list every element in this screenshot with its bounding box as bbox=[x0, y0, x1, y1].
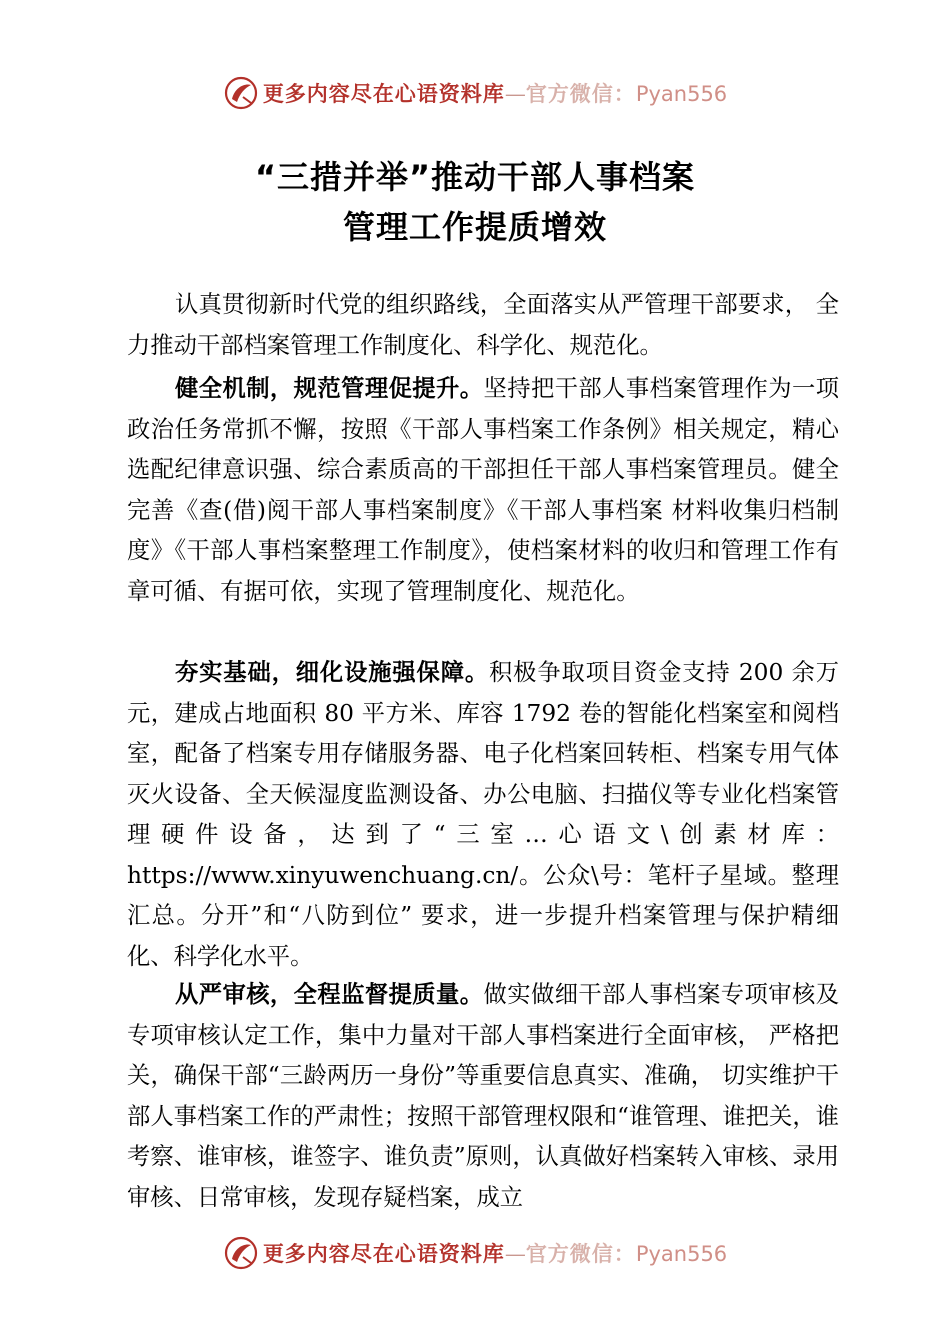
paragraph-text: 认真贯彻新时代党的组织路线，全面落实从严管理干部要求， 全力推动干部档案管理工作制度化、科学化、规范化。 bbox=[127, 291, 839, 359]
paragraph-intro bbox=[127, 285, 839, 366]
paragraph-heading: 健全机制，规范管理促提升。 bbox=[175, 375, 484, 402]
banner-separator: — bbox=[504, 82, 526, 106]
footer-watermark-banner bbox=[0, 1233, 950, 1273]
banner-separator: — bbox=[504, 1242, 526, 1266]
banner-label: 更多内容尽在心语资料库 bbox=[262, 81, 505, 106]
header-watermark-banner bbox=[0, 73, 950, 113]
banner-wechat-id: Pyan556 bbox=[635, 1242, 728, 1266]
paragraph-review bbox=[127, 975, 839, 1218]
paragraph-text: 做实做细干部人事档案专项审核及专项审核认定工作，集中力量对干部人事档案进行全面审核， 严格把关，确保干部“三龄两历一身份”等重要信息真实、准确， 切实维护干部人事档案工作的严肃性；按照干部管理权限和“谁管理、谁把关，谁考察、谁审核，谁签字、谁负责”原则，认真做好档案转入审核、录用审核、日常审核，发现存疑档案，成立 bbox=[127, 981, 840, 1211]
paragraph-text: 坚持把干部人事档案管理作为一项政治任务常抓不懈，按照《干部人事档案工作条例》相关规定，精心选配纪律意识强、综合素质高的干部担任干部人事档案管理员。健全完善《查(借)阅干部人事档案制度》《干部人事档案 材料收集归档制度》《干部人事档案整理工作制度》，使档案材料的收归和管理工作有章可循、有据可依，实现了管理制度化、规范化。 bbox=[127, 375, 840, 605]
banner-wechat-label: 官方微信： bbox=[525, 81, 636, 106]
paragraph-heading: 夯实基础，细化设施强保障。 bbox=[175, 659, 490, 686]
banner-wechat-label: 官方微信： bbox=[525, 1241, 636, 1266]
brand-logo-icon bbox=[223, 1235, 259, 1271]
paragraph-text: 积极争取项目资金支持 200 余万元，建成占地面积 80 平方米、库容 1792 卷的智能化档案室和阅档室，配备了档案专用存储服务器、电子化档案回转柜、档案专用气体灭火设备、全天候湿度监测设备、办公电脑、扫描仪等专业化档案管理硬件设备，达到了“三室…心语文\创素材库：https://www.xinyuwenchuang.cn/。公众\号：笔杆子星域。整理汇总。分开”和“八防到位” 要求，进一步提升档案管理与保护精细化、科学化水平。 bbox=[127, 659, 840, 970]
banner-wechat-id: Pyan556 bbox=[635, 82, 728, 106]
brand-logo-icon bbox=[223, 75, 259, 111]
paragraph-infrastructure bbox=[127, 653, 839, 977]
title-line-1: “三措并举”推动干部人事档案 bbox=[254, 158, 696, 196]
document-title bbox=[0, 152, 950, 252]
banner-text bbox=[263, 1238, 727, 1268]
banner-text bbox=[263, 78, 727, 108]
paragraph-heading: 从严审核，全程监督提质量。 bbox=[175, 981, 484, 1008]
banner-label: 更多内容尽在心语资料库 bbox=[262, 1241, 505, 1266]
paragraph-mechanism bbox=[127, 369, 839, 612]
title-line-2: 管理工作提质增效 bbox=[342, 208, 607, 246]
